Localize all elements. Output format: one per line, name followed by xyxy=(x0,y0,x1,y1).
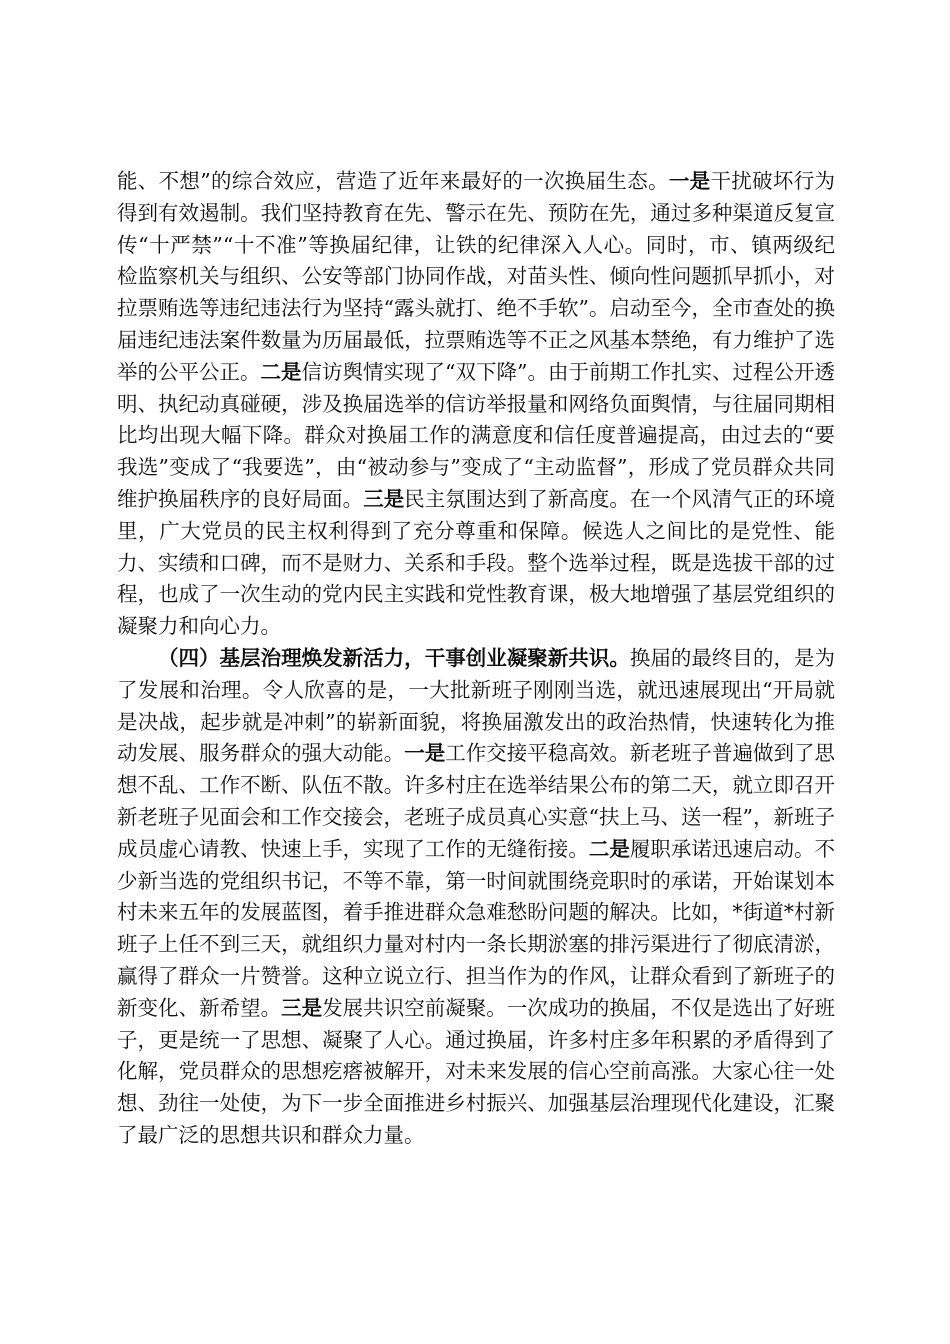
paragraph-text: 履职承诺迅速启动。不少新当选的党组织书记，不等不靠，第一时间就围绕竞职时的承诺，开始谋划本村未来五年的发展蓝图，着手推进群众急难愁盼问题的解决。比如，*街道*村新班子上任不到三天，就组织力量对村内一条长期淤塞的排污渠进行了彻底清淤，赢得了群众一片赞誉。这种立说立行、担当作为的作风，让群众看到了新班子的新变化、新希望。 xyxy=(117,836,836,1020)
bold-marker-second: 二是 xyxy=(588,836,630,861)
paragraph-text: 干扰破坏行为得到有效遏制。我们坚持教育在先、警示在先、预防在先，通过多种渠道反复宣传“十严禁”“十不准”等换届纪律，让铁的纪律深入人心。同时，市、镇两级纪检监察机关与组织、公安等部门协同作战，对苗头性、倾向性问题抓早抓小，对拉票贿选等违纪违法行为坚持“露头就打、绝不手软”。启动至今，全市查处的换届违纪违法案件数量为历届最低，拉票贿选等不正之风基本禁绝，有力维护了选举的公平公正。 xyxy=(117,169,836,384)
section-heading-4: （四）基层治理焕发新活力，干事创业凝聚新共识。 xyxy=(158,645,630,670)
bold-marker-third: 三是 xyxy=(363,486,405,511)
bold-marker-first: 一是 xyxy=(404,741,446,766)
paragraph-text: 工作交接平稳高效。新老班子普遍做到了思想不乱、工作不断、队伍不散。许多村庄在选举结果公布的第二天，就立即召开新老班子见面会和工作交接会，老班子成员真心实意“扶上马、送一程”，新班子成员虚心请教、快速上手，实现了工作的无缝衔接。 xyxy=(117,741,836,861)
paragraph-text: 能、不想”的综合效应，营造了近年来最好的一次换届生态。 xyxy=(117,169,669,193)
bold-marker-first: 一是 xyxy=(668,169,711,193)
bold-marker-second: 二是 xyxy=(260,359,302,384)
paragraph-text: 民主氛围达到了新高度。在一个风清气正的环境里，广大党员的民主权利得到了充分尊重和保障。候选人之间比的是党性、能力、实绩和口碑，而不是财力、关系和手段。整个选举过程，既是选拔干部的过程，也成了一次生动的党内民主实践和党性教育课，极大地增强了基层党组织的凝聚力和向心力。 xyxy=(117,486,836,639)
paragraph-text: 信访舆情实现了“双下降”。由于前期工作扎实、过程公开透明、执纪动真碰硬，涉及换届选举的信访举报量和网络负面舆情，与往届同期相比均出现大幅下降。群众对换届工作的满意度和信任度普遍提高，由过去的“要我选”变成了“我要选”，由“被动参与”变成了“主动监督”，形成了党员群众共同维护换届秩序的良好局面。 xyxy=(117,359,836,511)
paragraph-text: 发展共识空前凝聚。一次成功的换届，不仅是选出了好班子，更是统一了思想、凝聚了人心。通过换届，许多村庄多年积累的矛盾得到了化解，党员群众的思想疙瘩被解开，对未来发展的信心空前高涨。大家心往一处想、劲往一处使，为下一步全面推进乡村振兴、加强基层治理现代化建设，汇聚了最广泛的思想共识和群众力量。 xyxy=(117,995,836,1147)
paragraph-ecology xyxy=(117,166,835,643)
paragraph-governance xyxy=(117,643,835,1152)
document-body xyxy=(117,166,835,1152)
bold-marker-third: 三是 xyxy=(281,995,323,1020)
paragraph-text: 换届的最终目的，是为了发展和治理。令人欣喜的是，一大批新班子刚刚当选，就迅速展现出“开局就是决战，起步就是冲刺”的崭新面貌，将换届激发出的政治热情，快速转化为推动发展、服务群众的强大动能。 xyxy=(117,645,835,766)
